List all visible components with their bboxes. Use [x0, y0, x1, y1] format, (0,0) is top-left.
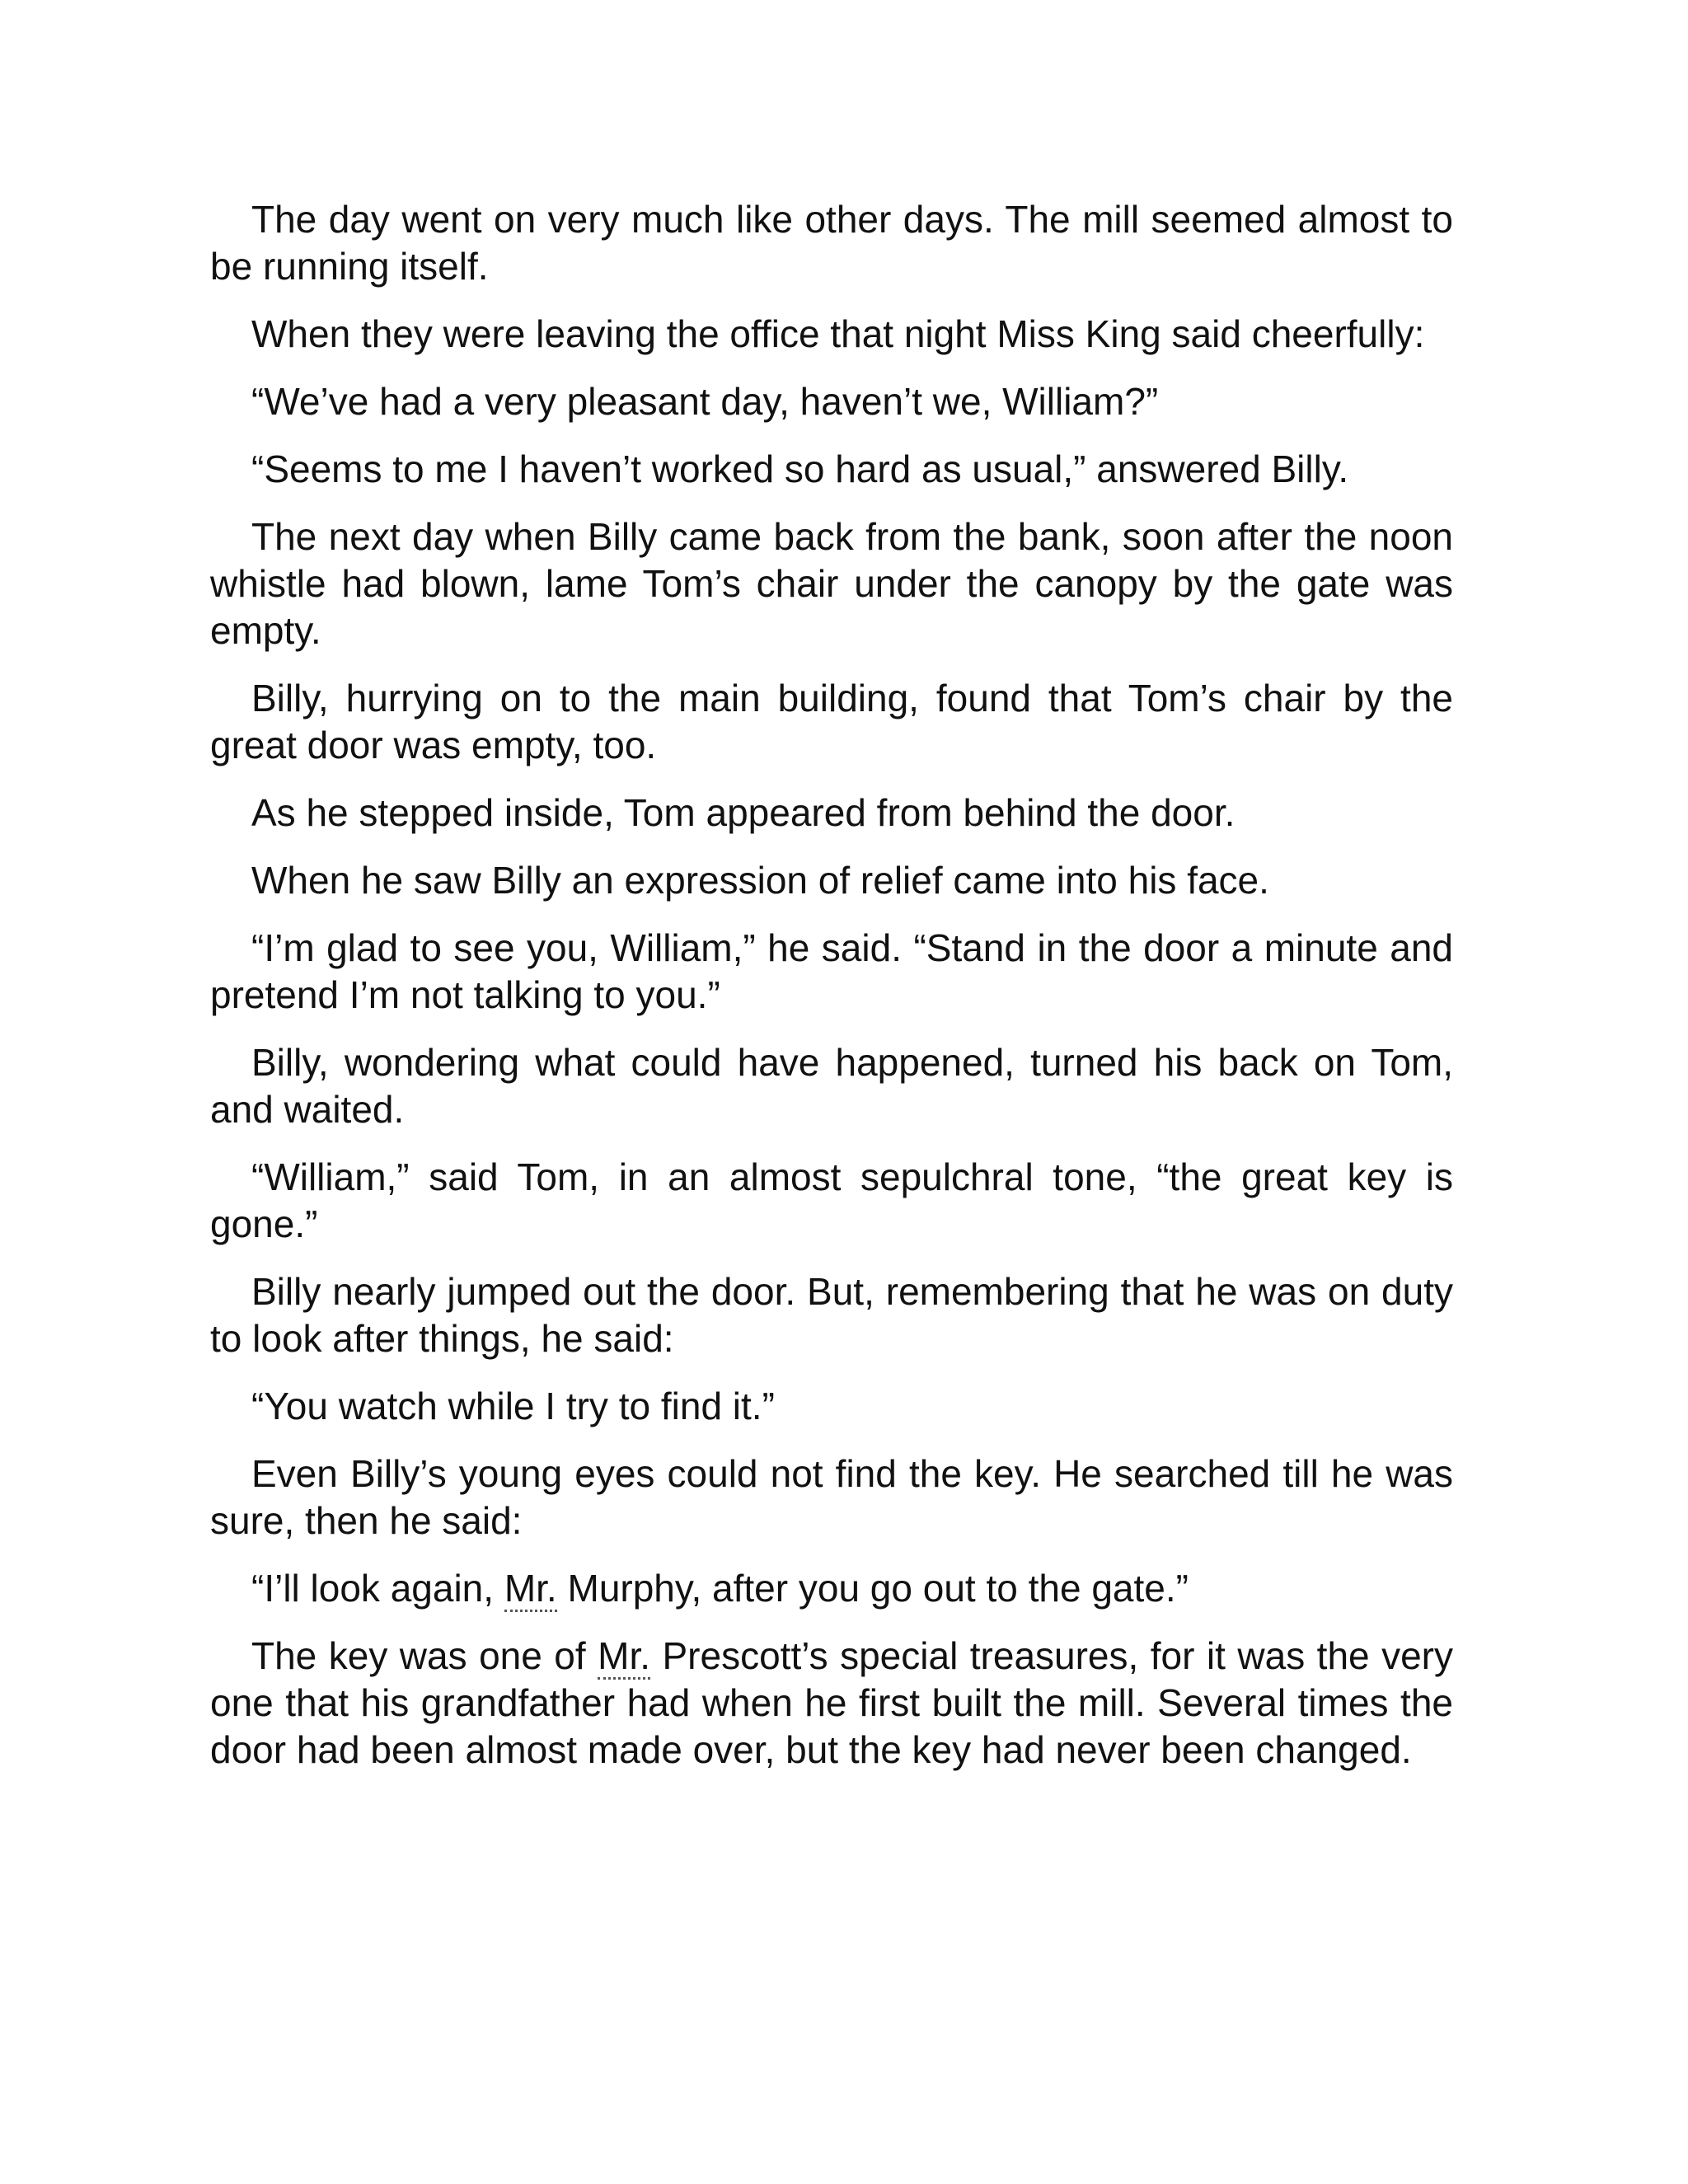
- paragraph-7: As he stepped inside, Tom appeared from behind the door.: [251, 791, 1236, 834]
- paragraph-9: “I’m glad to see you, William,” he said. “Stand in the door a minute and pretend I’m not talking to you.”: [210, 926, 1453, 1016]
- paragraph-16: [210, 1633, 1453, 1774]
- paragraph-10: Billy, wondering what could have happened, turned his back on Tom, and waited.: [210, 1041, 1453, 1131]
- paragraph-12: Billy nearly jumped out the door. But, remembering that he was on duty to look after things, he said:: [210, 1270, 1453, 1360]
- paragraph-15: [210, 1565, 1453, 1612]
- abbreviation-mr: Mr.: [598, 1634, 650, 1680]
- paragraph-6: Billy, hurrying on to the main building, found that Tom’s chair by the great door was empty, too.: [210, 677, 1453, 766]
- paragraph-3: “We’ve had a very pleasant day, haven’t we, William?”: [251, 380, 1159, 423]
- paragraph-4: “Seems to me I haven’t worked so hard as usual,” answered Billy.: [251, 448, 1349, 490]
- paragraph-13: “You watch while I try to find it.”: [251, 1385, 775, 1427]
- paragraph-16-text-end: Prescott’s special treasures, for it was the very one that his grandfather had when he first built the mill. Several times the door had been almost made over, but the key had never been changed.: [210, 1634, 1453, 1771]
- abbreviation-mr: Mr.: [504, 1567, 557, 1612]
- paragraph-14: Even Billy’s young eyes could not find the key. He searched till he was sure, then he said:: [210, 1452, 1453, 1542]
- paragraph-11: “William,” said Tom, in an almost sepulchral tone, “the great key is gone.”: [210, 1155, 1453, 1245]
- paragraph-16-text-start: The key was one of: [251, 1634, 598, 1677]
- document-page: [210, 196, 1453, 1794]
- paragraph-15-text-start: “I’ll look again,: [251, 1567, 504, 1610]
- paragraph-8: When he saw Billy an expression of relief came into his face.: [251, 859, 1269, 902]
- paragraph-5: The next day when Billy came back from the bank, soon after the noon whistle had blown, lame Tom’s chair under the canopy by the gate was empty.: [210, 515, 1453, 652]
- paragraph-2: When they were leaving the office that night Miss King said cheerfully:: [251, 312, 1425, 355]
- paragraph-15-text-end: Murphy, after you go out to the gate.”: [556, 1567, 1189, 1610]
- paragraph-1: The day went on very much like other days. The mill seemed almost to be running itself.: [210, 198, 1453, 288]
